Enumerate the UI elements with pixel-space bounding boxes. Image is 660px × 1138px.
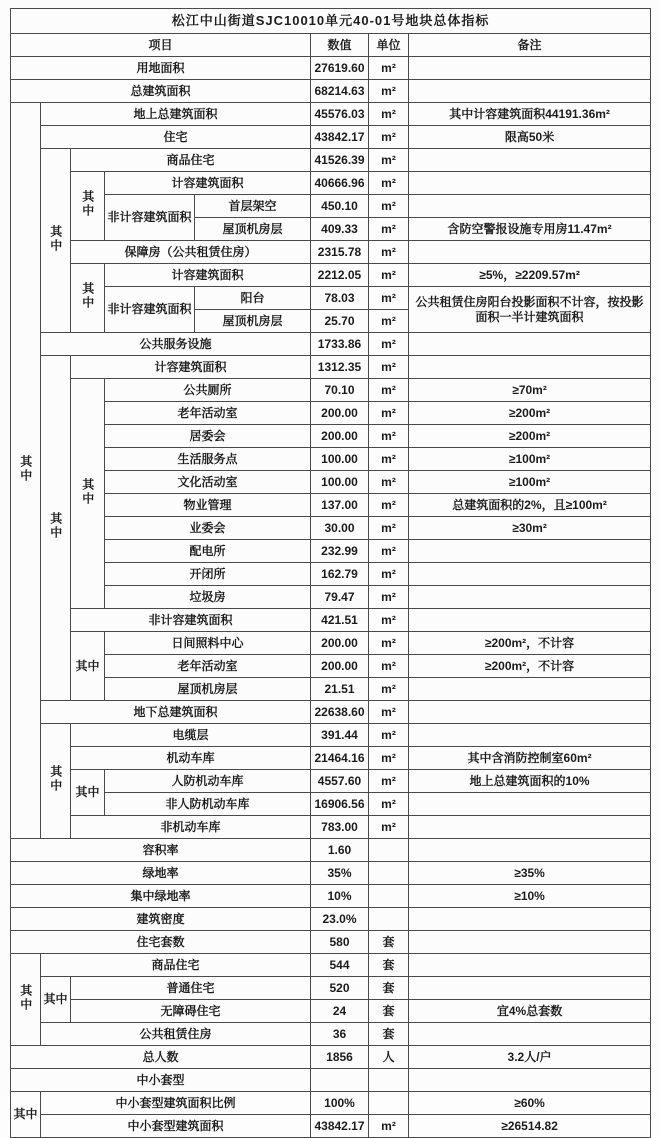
group-merge-cell (41, 149, 71, 333)
table-row (11, 126, 651, 149)
remark-cell (409, 793, 651, 816)
table-row (11, 678, 651, 701)
remark-cell (409, 954, 651, 977)
unit-cell (369, 885, 409, 908)
unit-cell: m² (369, 379, 409, 402)
table-row (11, 816, 651, 839)
unit-cell: m² (369, 563, 409, 586)
value-cell: 520 (311, 977, 369, 1000)
value-cell: 100.00 (311, 448, 369, 471)
remark-cell: ≥200m² (409, 402, 651, 425)
table-row (11, 356, 651, 379)
value-cell: 2212.05 (311, 264, 369, 287)
remark-cell (409, 333, 651, 356)
unit-cell: m² (369, 793, 409, 816)
item-name-cell: 机动车库 (71, 747, 311, 770)
table-row (11, 287, 651, 310)
remark-cell: 含防空警报设施专用房11.47m² (409, 218, 651, 241)
unit-cell: m² (369, 747, 409, 770)
item-name-cell: 地下总建筑面积 (41, 701, 311, 724)
item-name-cell: 用地面积 (11, 57, 311, 80)
item-name-cell: 开闭所 (105, 563, 311, 586)
remark-cell (409, 356, 651, 379)
item-name-cell: 老年活动室 (105, 402, 311, 425)
unit-cell: m² (369, 356, 409, 379)
item-name-cell: 屋顶机房层 (105, 678, 311, 701)
item-name-cell: 集中绿地率 (11, 885, 311, 908)
item-name-cell: 阳台 (195, 287, 311, 310)
table-row (11, 241, 651, 264)
unit-cell: m² (369, 195, 409, 218)
table-row (11, 885, 651, 908)
item-name-cell: 人防机动车库 (105, 770, 311, 793)
group-merge-cell (11, 103, 41, 839)
unit-cell: m² (369, 609, 409, 632)
value-cell: 41526.39 (311, 149, 369, 172)
item-name-cell: 配电所 (105, 540, 311, 563)
value-cell: 78.03 (311, 287, 369, 310)
remark-cell (409, 839, 651, 862)
item-name-cell: 居委会 (105, 425, 311, 448)
unit-cell: m² (369, 425, 409, 448)
group-merge-cell: 其中 (11, 1092, 41, 1138)
remark-cell (409, 241, 651, 264)
unit-cell: m² (369, 517, 409, 540)
value-cell: 43842.17 (311, 126, 369, 149)
item-name-cell: 计容建筑面积 (71, 356, 311, 379)
table-row (11, 586, 651, 609)
table-row (11, 839, 651, 862)
unit-cell: m² (369, 816, 409, 839)
unit-cell (369, 908, 409, 931)
value-cell: 43842.17 (311, 1115, 369, 1138)
table-row (11, 172, 651, 195)
group-merge-cell: 其中 (41, 977, 71, 1023)
unit-cell: m² (369, 586, 409, 609)
value-cell: 25.70 (311, 310, 369, 333)
vertical-merge-text: 其中 (18, 983, 33, 1012)
item-name-cell: 总建筑面积 (11, 80, 311, 103)
value-cell: 2315.78 (311, 241, 369, 264)
column-header-remark: 备注 (409, 34, 651, 57)
table-row (11, 747, 651, 770)
unit-cell: m² (369, 448, 409, 471)
table-row (11, 1115, 651, 1138)
unit-cell: m² (369, 80, 409, 103)
table-row (11, 793, 651, 816)
remark-cell: ≥10% (409, 885, 651, 908)
group-merge-cell (71, 379, 105, 609)
remark-cell: 总建筑面积的2%，且≥100m² (409, 494, 651, 517)
item-name-cell: 无障碍住宅 (71, 1000, 311, 1023)
item-name-cell: 日间照料中心 (105, 632, 311, 655)
header-row (11, 34, 651, 57)
title-row (11, 9, 651, 34)
group-merge-cell (11, 954, 41, 1046)
unit-cell: m² (369, 494, 409, 517)
item-name-cell: 生活服务点 (105, 448, 311, 471)
unit-cell (369, 862, 409, 885)
value-cell: 27619.60 (311, 57, 369, 80)
group-merge-cell (71, 172, 105, 241)
unit-cell: m² (369, 770, 409, 793)
item-name-cell: 电缆层 (71, 724, 311, 747)
table-row (11, 931, 651, 954)
value-cell: 421.51 (311, 609, 369, 632)
remark-cell (409, 586, 651, 609)
table-row (11, 1046, 651, 1069)
remark-cell: 地上总建筑面积的10% (409, 770, 651, 793)
vertical-merge-text: 其中 (80, 282, 95, 311)
value-cell: 100.00 (311, 471, 369, 494)
item-name-cell: 文化活动室 (105, 471, 311, 494)
unit-cell: m² (369, 333, 409, 356)
table-row (11, 701, 651, 724)
table-row (11, 632, 651, 655)
vertical-merge-text: 其中 (18, 454, 33, 483)
value-cell: 1.60 (311, 839, 369, 862)
unit-cell: m² (369, 540, 409, 563)
table-row (11, 977, 651, 1000)
table-row (11, 517, 651, 540)
remark-cell (409, 977, 651, 1000)
unit-cell: m² (369, 264, 409, 287)
vertical-merge-text: 其中 (48, 512, 63, 541)
unit-cell: m² (369, 402, 409, 425)
value-cell: 70.10 (311, 379, 369, 402)
unit-cell: 人 (369, 1046, 409, 1069)
table-row (11, 1092, 651, 1115)
unit-cell: m² (369, 678, 409, 701)
unit-cell: m² (369, 287, 409, 310)
item-name-cell: 非机动车库 (71, 816, 311, 839)
remark-cell: 限高50米 (409, 126, 651, 149)
value-cell (311, 1069, 369, 1092)
unit-cell: m² (369, 632, 409, 655)
item-name-cell: 屋顶机房层 (195, 218, 311, 241)
item-name-cell: 地上总建筑面积 (41, 103, 311, 126)
table-row (11, 80, 651, 103)
item-name-cell: 住宅 (41, 126, 311, 149)
value-cell: 21.51 (311, 678, 369, 701)
group-merge-cell (71, 264, 105, 333)
remark-cell (409, 701, 651, 724)
table-row (11, 1023, 651, 1046)
value-cell: 30.00 (311, 517, 369, 540)
value-cell: 4557.60 (311, 770, 369, 793)
unit-cell (369, 839, 409, 862)
remark-cell: 其中含消防控制室60m² (409, 747, 651, 770)
unit-cell: m² (369, 218, 409, 241)
remark-cell (409, 172, 651, 195)
remark-cell (409, 1023, 651, 1046)
unit-cell (369, 1092, 409, 1115)
remark-cell: 公共租赁住房阳台投影面积不计容，按投影面积一半计建筑面积 (409, 287, 651, 333)
table-row (11, 333, 651, 356)
unit-cell: m² (369, 241, 409, 264)
table-row (11, 494, 651, 517)
table-row (11, 57, 651, 80)
item-name-cell: 非人防机动车库 (105, 793, 311, 816)
unit-cell: m² (369, 149, 409, 172)
value-cell: 200.00 (311, 402, 369, 425)
value-cell: 10% (311, 885, 369, 908)
item-name-cell: 公共服务设施 (41, 333, 311, 356)
remark-cell: ≥35% (409, 862, 651, 885)
unit-cell: 套 (369, 954, 409, 977)
unit-cell: m² (369, 701, 409, 724)
value-cell: 544 (311, 954, 369, 977)
item-name-cell: 普通住宅 (71, 977, 311, 1000)
table-row (11, 471, 651, 494)
item-name-cell: 中小套型建筑面积比例 (41, 1092, 311, 1115)
table-row (11, 954, 651, 977)
item-name-cell: 绿地率 (11, 862, 311, 885)
vertical-merge-text: 其中 (80, 477, 95, 506)
remark-cell (409, 80, 651, 103)
remark-cell: ≥100m² (409, 471, 651, 494)
value-cell: 1733.86 (311, 333, 369, 356)
value-cell: 391.44 (311, 724, 369, 747)
value-cell: 409.33 (311, 218, 369, 241)
unit-cell: m² (369, 172, 409, 195)
table-row (11, 563, 651, 586)
remark-cell: ≥100m² (409, 448, 651, 471)
remark-cell: ≥70m² (409, 379, 651, 402)
remark-cell (409, 195, 651, 218)
table-row (11, 1069, 651, 1092)
item-name-cell: 商品住宅 (41, 954, 311, 977)
remark-cell (409, 724, 651, 747)
item-name-cell: 物业管理 (105, 494, 311, 517)
item-name-cell: 首层架空 (195, 195, 311, 218)
unit-cell: m² (369, 57, 409, 80)
remark-cell: 3.2人/户 (409, 1046, 651, 1069)
value-cell: 23.0% (311, 908, 369, 931)
item-name-cell: 总人数 (11, 1046, 311, 1069)
value-cell: 783.00 (311, 816, 369, 839)
remark-cell: ≥5%，≥2209.57m² (409, 264, 651, 287)
remark-cell (409, 816, 651, 839)
vertical-merge-text: 其中 (48, 765, 63, 794)
item-name-cell: 容积率 (11, 839, 311, 862)
value-cell: 24 (311, 1000, 369, 1023)
value-cell: 21464.16 (311, 747, 369, 770)
table-row (11, 540, 651, 563)
value-cell: 580 (311, 931, 369, 954)
unit-cell: m² (369, 126, 409, 149)
item-name-cell: 非计容建筑面积 (71, 609, 311, 632)
item-name-cell: 中小套型 (11, 1069, 311, 1092)
table-row (11, 149, 651, 172)
unit-cell (369, 1069, 409, 1092)
value-cell: 450.10 (311, 195, 369, 218)
value-cell: 137.00 (311, 494, 369, 517)
item-name-cell: 保障房（公共租赁住房） (71, 241, 311, 264)
unit-cell: m² (369, 724, 409, 747)
unit-cell: 套 (369, 977, 409, 1000)
table-row (11, 402, 651, 425)
value-cell: 1312.35 (311, 356, 369, 379)
unit-cell: m² (369, 310, 409, 333)
item-name-cell: 公共租赁住房 (41, 1023, 311, 1046)
remark-cell (409, 149, 651, 172)
item-name-cell: 计容建筑面积 (105, 172, 311, 195)
table-row (11, 379, 651, 402)
remark-cell (409, 609, 651, 632)
item-name-cell: 非计容建筑面积 (105, 195, 195, 241)
column-header-value: 数值 (311, 34, 369, 57)
table-title: 松江中山街道SJC10010单元40-01号地块总体指标 (11, 9, 651, 34)
remark-cell: 宜4%总套数 (409, 1000, 651, 1023)
remark-cell: ≥200m²，不计容 (409, 655, 651, 678)
value-cell: 200.00 (311, 425, 369, 448)
remark-cell (409, 931, 651, 954)
table-row (11, 264, 651, 287)
item-name-cell: 非计容建筑面积 (105, 287, 195, 333)
remark-cell (409, 57, 651, 80)
value-cell: 45576.03 (311, 103, 369, 126)
table-row (11, 609, 651, 632)
group-merge-cell: 其中 (71, 632, 105, 701)
table-row (11, 195, 651, 218)
item-name-cell: 中小套型建筑面积 (41, 1115, 311, 1138)
remark-cell (409, 908, 651, 931)
table-body (11, 57, 651, 1138)
group-merge-cell (41, 724, 71, 839)
unit-cell: 套 (369, 1000, 409, 1023)
remark-cell (409, 563, 651, 586)
value-cell: 40666.96 (311, 172, 369, 195)
item-name-cell: 垃圾房 (105, 586, 311, 609)
unit-cell: 套 (369, 931, 409, 954)
item-name-cell: 住宅套数 (11, 931, 311, 954)
remark-cell: ≥60% (409, 1092, 651, 1115)
item-name-cell: 商品住宅 (71, 149, 311, 172)
value-cell: 36 (311, 1023, 369, 1046)
table-row (11, 908, 651, 931)
item-name-cell: 计容建筑面积 (105, 264, 311, 287)
item-name-cell: 屋顶机房层 (195, 310, 311, 333)
item-name-cell: 建筑密度 (11, 908, 311, 931)
unit-cell: m² (369, 471, 409, 494)
remark-cell (409, 540, 651, 563)
column-header-item: 项目 (11, 34, 311, 57)
value-cell: 200.00 (311, 632, 369, 655)
remark-cell (409, 678, 651, 701)
table-row (11, 724, 651, 747)
value-cell: 232.99 (311, 540, 369, 563)
value-cell: 16906.56 (311, 793, 369, 816)
item-name-cell: 业委会 (105, 517, 311, 540)
group-merge-cell (41, 356, 71, 701)
item-name-cell: 公共厕所 (105, 379, 311, 402)
table-row (11, 103, 651, 126)
value-cell: 22638.60 (311, 701, 369, 724)
unit-cell: m² (369, 1115, 409, 1138)
value-cell: 79.47 (311, 586, 369, 609)
value-cell: 100% (311, 1092, 369, 1115)
value-cell: 35% (311, 862, 369, 885)
value-cell: 1856 (311, 1046, 369, 1069)
remark-cell: ≥200m² (409, 425, 651, 448)
unit-cell: 套 (369, 1023, 409, 1046)
unit-cell: m² (369, 655, 409, 678)
table-row (11, 448, 651, 471)
remark-cell: ≥30m² (409, 517, 651, 540)
table-row (11, 770, 651, 793)
column-header-unit: 单位 (369, 34, 409, 57)
value-cell: 200.00 (311, 655, 369, 678)
table-row (11, 862, 651, 885)
remark-cell: 其中计容建筑面积44191.36m² (409, 103, 651, 126)
vertical-merge-text: 其中 (80, 190, 95, 219)
remark-cell: ≥200m²，不计容 (409, 632, 651, 655)
table-row (11, 1000, 651, 1023)
remark-cell (409, 1069, 651, 1092)
table-row (11, 655, 651, 678)
item-name-cell: 老年活动室 (105, 655, 311, 678)
remark-cell: ≥26514.82 (409, 1115, 651, 1138)
vertical-merge-text: 其中 (48, 224, 63, 253)
value-cell: 68214.63 (311, 80, 369, 103)
value-cell: 162.79 (311, 563, 369, 586)
unit-cell: m² (369, 103, 409, 126)
indicators-table (10, 8, 651, 1138)
table-row (11, 425, 651, 448)
group-merge-cell: 其中 (71, 770, 105, 816)
